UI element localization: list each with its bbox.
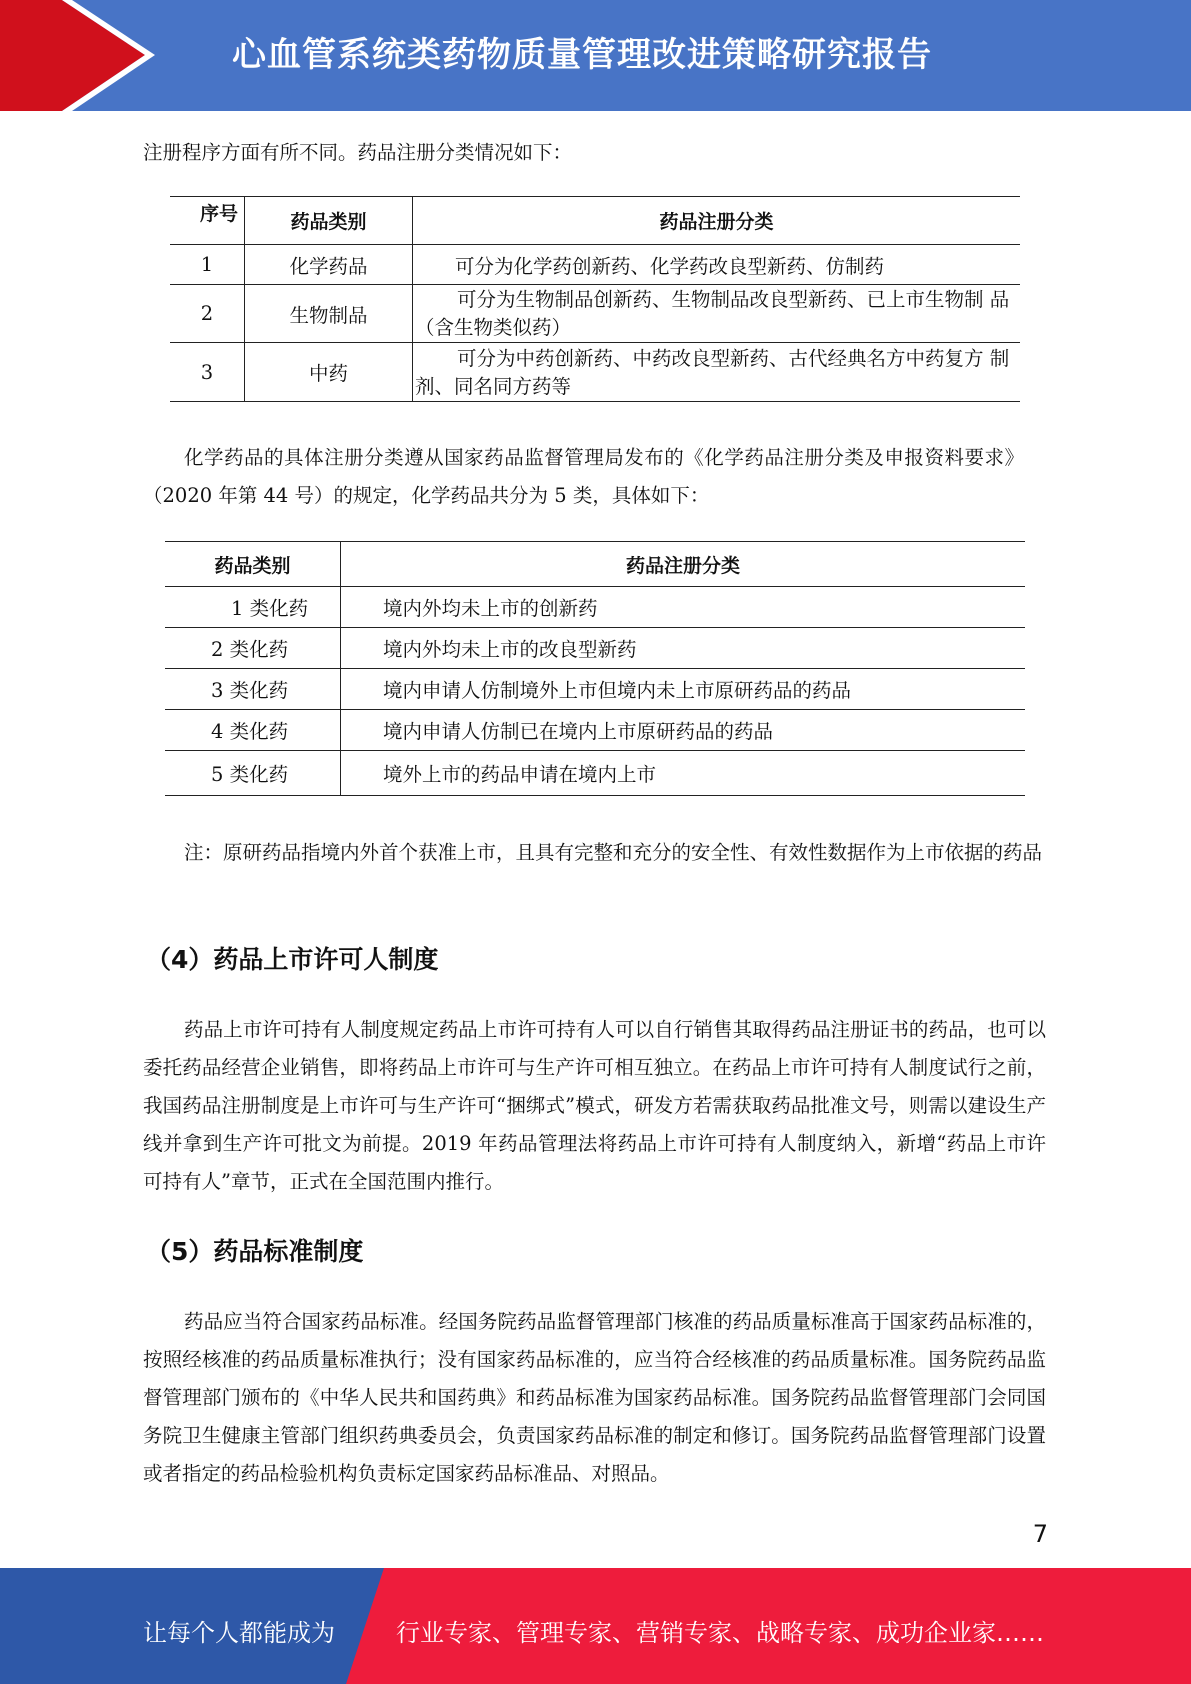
row-category: 4 类化药 bbox=[165, 710, 341, 751]
table-header-row bbox=[165, 542, 1025, 587]
col-header-classification: 药品注册分类 bbox=[413, 197, 1021, 245]
row-desc: 境内外均未上市的改良型新药 bbox=[341, 628, 1026, 669]
intro-text: 注册程序方面有所不同。药品注册分类情况如下： bbox=[143, 141, 573, 164]
row-desc: 可分为化学药创新药、化学药改良型新药、仿制药 bbox=[413, 245, 1021, 285]
table-row bbox=[170, 245, 1020, 285]
section-5-heading: （5）药品标准制度 bbox=[146, 1237, 364, 1266]
col-header-category: 药品类别 bbox=[245, 197, 413, 245]
row-category: 1 类化药 bbox=[165, 587, 341, 628]
chemical-drug-table bbox=[165, 541, 1025, 796]
report-title: 心血管系统类药物质量管理改进策略研究报告 bbox=[232, 35, 932, 75]
row-desc: 可分为生物制品创新药、生物制品改良型新药、已上市生物制 品（含生物类似药） bbox=[413, 285, 1021, 343]
table-header-row bbox=[170, 197, 1020, 245]
page-number: 7 bbox=[1032, 1520, 1048, 1548]
registration-table bbox=[170, 196, 1020, 402]
table-row bbox=[165, 751, 1025, 796]
row-desc: 境内外均未上市的创新药 bbox=[341, 587, 1026, 628]
row-category: 5 类化药 bbox=[165, 751, 341, 796]
table-row bbox=[165, 710, 1025, 751]
table-row bbox=[170, 343, 1020, 402]
section-4-heading: （4）药品上市许可人制度 bbox=[146, 945, 439, 974]
footer-slogan-left: 让每个人都能成为 bbox=[143, 1619, 335, 1647]
row-category: 2 类化药 bbox=[165, 628, 341, 669]
row-no: 1 bbox=[170, 245, 245, 285]
row-desc: 境内申请人仿制已在境内上市原研药品的药品 bbox=[341, 710, 1026, 751]
section-4-body: 药品上市许可持有人制度规定药品上市许可持有人可以自行销售其取得药品注册证书的药品，也可以委托药品经营企业销售，即将药品上市许可与生产许可相互独立。在药品上市许可持有人制度试行之前，我国药品注册制度是上市许可与生产许可“捆绑式”模式，研发方若需获取药品批准文号，则需以建设生产线并拿到生产许可批文为前提。2019 年药品管理法将药品上市许可持有人制度纳入，新增“药品上市许可持有人”章节，正式在全国范围内推行。 bbox=[143, 1018, 1046, 1193]
row-desc: 境外上市的药品申请在境内上市 bbox=[341, 751, 1026, 796]
table-row bbox=[165, 628, 1025, 669]
table-row bbox=[165, 587, 1025, 628]
col-header-classification: 药品注册分类 bbox=[341, 542, 1026, 587]
page-header bbox=[0, 0, 1191, 111]
table-row bbox=[165, 669, 1025, 710]
chem-classification-text: 化学药品的具体注册分类遵从国家药品监督管理局发布的《化学药品注册分类及申报资料要求》（2020 年第 44 号）的规定，化学药品共分为 5 类，具体如下： bbox=[143, 446, 1024, 507]
row-category: 化学药品 bbox=[245, 245, 413, 285]
note-text: 注：原研药品指境内外首个获准上市，且具有完整和充分的安全性、有效性数据作为上市依据的药品 bbox=[184, 841, 1043, 864]
row-no: 3 bbox=[170, 343, 245, 402]
row-no: 2 bbox=[170, 285, 245, 343]
row-category: 中药 bbox=[245, 343, 413, 402]
row-desc: 可分为中药创新药、中药改良型新药、古代经典名方中药复方 制剂、同名同方药等 bbox=[413, 343, 1021, 402]
col-header-no: 序号 bbox=[199, 203, 238, 225]
section-5-body: 药品应当符合国家药品标准。经国务院药品监督管理部门核准的药品质量标准高于国家药品标准的，按照经核准的药品质量标准执行；没有国家药品标准的，应当符合经核准的药品质量标准。国务院药品监督管理部门颁布的《中华人民共和国药典》和药品标准为国家药品标准。国务院药品监督管理部门会同国务院卫生健康主管部门组织药典委员会，负责国家药品标准的制定和修订。国务院药品监督管理部门设置或者指定的药品检验机构负责标定国家药品标准品、对照品。 bbox=[143, 1310, 1046, 1485]
footer-slogan-right: 行业专家、管理专家、营销专家、战略专家、成功企业家…… bbox=[396, 1619, 1044, 1647]
table-row bbox=[170, 285, 1020, 343]
row-desc: 境内申请人仿制境外上市但境内未上市原研药品的药品 bbox=[341, 669, 1026, 710]
row-category: 生物制品 bbox=[245, 285, 413, 343]
col-header-category: 药品类别 bbox=[165, 542, 341, 587]
row-category: 3 类化药 bbox=[165, 669, 341, 710]
